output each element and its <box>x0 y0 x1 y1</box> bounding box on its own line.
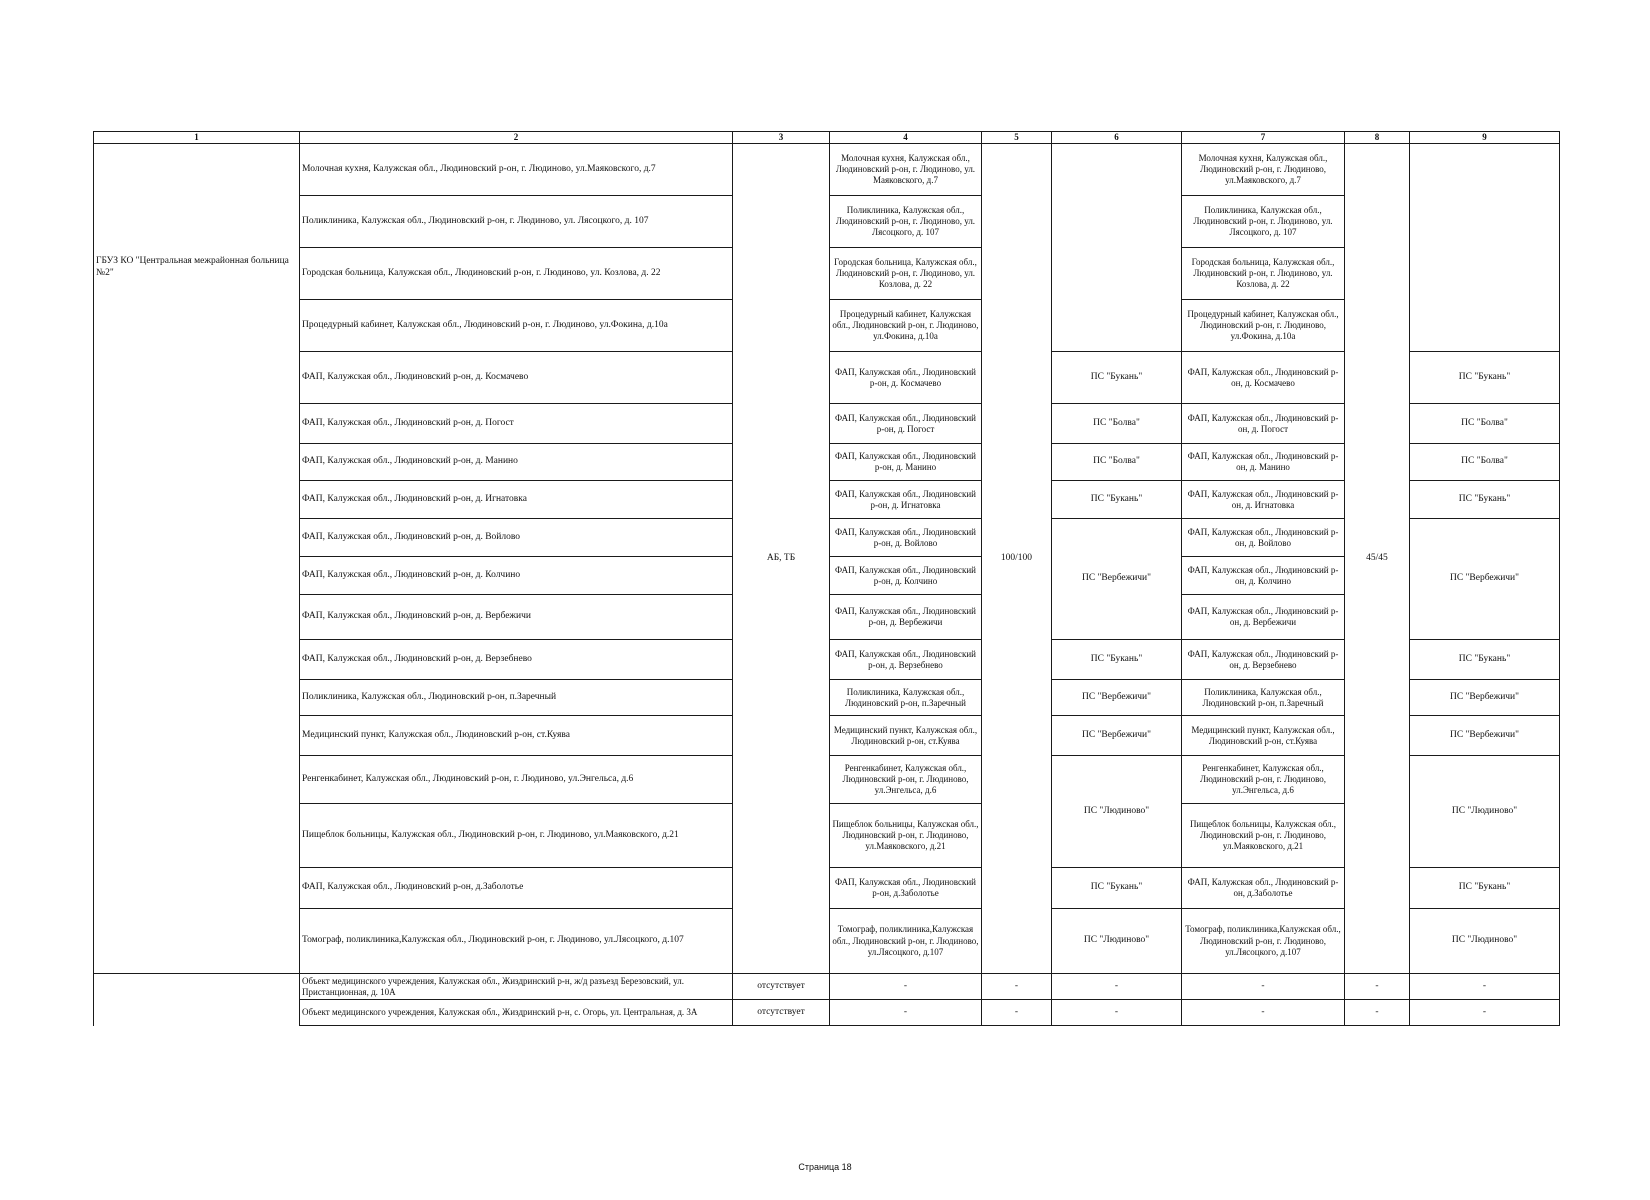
substation-name: ПС "Болва" <box>1052 444 1182 481</box>
object-address-short: Поликлиника, Калужская обл., Людиновский р-он, г. Людиново, ул. Лясоцкого, д. 107 <box>830 196 982 248</box>
object-address-short: Пищеблок больницы, Калужская обл., Людиновский р-он, г. Людиново, ул.Маяковского, д.21 <box>830 804 982 868</box>
col-number: 2 <box>300 132 733 144</box>
substation-name: ПС "Букань" <box>1052 481 1182 519</box>
object-address: Ренгенкабинет, Калужская обл., Людиновский р-он, г. Людиново, ул.Энгельса, д.6 <box>300 756 733 804</box>
connection-address: ФАП, Калужская обл., Людиновский р-он, д. Колчино <box>1182 557 1345 595</box>
connection-address: ФАП, Калужская обл., Людиновский р-он, д. Манино <box>1182 444 1345 481</box>
col-number: 8 <box>1345 132 1410 144</box>
tail-cell-c3: отсутствует <box>733 974 830 1000</box>
work-type: АБ, ТБ <box>733 144 830 974</box>
substation-name: ПС "Людиново" <box>1052 909 1182 974</box>
connection-address: Поликлиника, Калужская обл., Людиновский р-он, п.Заречный <box>1182 680 1345 716</box>
connection-address: Городская больница, Калужская обл., Людиновский р-он, г. Людиново, ул. Козлова, д. 22 <box>1182 248 1345 300</box>
object-address: ФАП, Калужская обл., Людиновский р-он, д. Погост <box>300 404 733 444</box>
connection-address: Томограф, поликлиника,Калужская обл., Людиновский р-он, г. Людиново, ул.Лясоцкого, д.107 <box>1182 909 1345 974</box>
load-value: 45/45 <box>1345 144 1410 974</box>
empty-cell <box>94 974 300 1000</box>
object-address-short: ФАП, Калужская обл., Людиновский р-он, д.Заболотье <box>830 868 982 909</box>
object-address: Медицинский пункт, Калужская обл., Людиновский р-он, ст.Куява <box>300 716 733 756</box>
tail-cell-c9: - <box>1410 1000 1560 1026</box>
col-number: 5 <box>982 132 1052 144</box>
substation-name: ПС "Болва" <box>1052 404 1182 444</box>
substation-name: ПС "Букань" <box>1052 868 1182 909</box>
object-address: ФАП, Калужская обл., Людиновский р-он, д. Вербежичи <box>300 595 733 640</box>
connection-address: ФАП, Калужская обл., Людиновский р-он, д. Погост <box>1182 404 1345 444</box>
substation-name-2: ПС "Букань" <box>1410 481 1560 519</box>
object-address: ФАП, Калужская обл., Людиновский р-он, д. Игнатовка <box>300 481 733 519</box>
object-address-short: Ренгенкабинет, Калужская обл., Людиновский р-он, г. Людиново, ул.Энгельса, д.6 <box>830 756 982 804</box>
substation-name-2: ПС "Людиново" <box>1410 909 1560 974</box>
object-address-short: ФАП, Калужская обл., Людиновский р-он, д. Войлово <box>830 519 982 557</box>
connection-address: Ренгенкабинет, Калужская обл., Людиновский р-он, г. Людиново, ул.Энгельса, д.6 <box>1182 756 1345 804</box>
substation-name-2: ПС "Букань" <box>1410 352 1560 404</box>
connection-address: Процедурный кабинет, Калужская обл., Людиновский р-он, г. Людиново, ул.Фокина, д.10а <box>1182 300 1345 352</box>
object-address: Молочная кухня, Калужская обл., Людиновский р-он, г. Людиново, ул.Маяковского, д.7 <box>300 144 733 196</box>
tail-cell-c5: - <box>982 1000 1052 1026</box>
object-address: ФАП, Калужская обл., Людиновский р-он, д. Манино <box>300 444 733 481</box>
organization-name: ГБУЗ КО "Центральная межрайонная больница №2" <box>94 144 300 974</box>
object-address-short: Поликлиника, Калужская обл., Людиновский р-он, п.Заречный <box>830 680 982 716</box>
object-address-short: ФАП, Калужская обл., Людиновский р-он, д. Верзебнево <box>830 640 982 680</box>
table-row <box>94 974 1560 1000</box>
object-address: Городская больница, Калужская обл., Людиновский р-он, г. Людиново, ул. Козлова, д. 22 <box>300 248 733 300</box>
substation-name <box>1052 144 1182 352</box>
connection-address: ФАП, Калужская обл., Людиновский р-он, д. Космачево <box>1182 352 1345 404</box>
object-address: ФАП, Калужская обл., Людиновский р-он, д. Колчино <box>300 557 733 595</box>
connection-address: Пищеблок больницы, Калужская обл., Людиновский р-он, г. Людиново, ул.Маяковского, д.21 <box>1182 804 1345 868</box>
object-address-short: Процедурный кабинет, Калужская обл., Людиновский р-он, г. Людиново, ул.Фокина, д.10а <box>830 300 982 352</box>
page-number: Страница 18 <box>798 1162 852 1172</box>
substation-name-2: ПС "Людиново" <box>1410 756 1560 868</box>
table-row <box>94 144 1560 196</box>
object-address-short: Медицинский пункт, Калужская обл., Людиновский р-он, ст.Куява <box>830 716 982 756</box>
object-address-short: ФАП, Калужская обл., Людиновский р-он, д. Космачево <box>830 352 982 404</box>
object-address: Томограф, поликлиника,Калужская обл., Людиновский р-он, г. Людиново, ул.Лясоцкого, д.107 <box>300 909 733 974</box>
object-address: Поликлиника, Калужская обл., Людиновский р-он, п.Заречный <box>300 680 733 716</box>
substation-name-2 <box>1410 144 1560 352</box>
col-number: 7 <box>1182 132 1345 144</box>
tail-cell-c5: - <box>982 974 1052 1000</box>
substation-name-2: ПС "Болва" <box>1410 444 1560 481</box>
object-address-short: ФАП, Калужская обл., Людиновский р-он, д. Манино <box>830 444 982 481</box>
column-number-row <box>94 132 1560 144</box>
connection-address: Молочная кухня, Калужская обл., Людиновский р-он, г. Людиново, ул.Маяковского, д.7 <box>1182 144 1345 196</box>
table-row <box>94 1000 1560 1026</box>
object-address-short: Молочная кухня, Калужская обл., Людиновский р-он, г. Людиново, ул. Маяковского, д.7 <box>830 144 982 196</box>
connection-address: ФАП, Калужская обл., Людиновский р-он, д.Заболотье <box>1182 868 1345 909</box>
object-address: ФАП, Калужская обл., Людиновский р-он, д. Верзебнево <box>300 640 733 680</box>
substation-name: ПС "Букань" <box>1052 352 1182 404</box>
object-address-short: ФАП, Калужская обл., Людиновский р-он, д. Вербежичи <box>830 595 982 640</box>
object-address: ФАП, Калужская обл., Людиновский р-он, д. Войлово <box>300 519 733 557</box>
col-number: 6 <box>1052 132 1182 144</box>
object-address-short: ФАП, Калужская обл., Людиновский р-он, д. Игнатовка <box>830 481 982 519</box>
object-address: Процедурный кабинет, Калужская обл., Людиновский р-он, г. Людиново, ул.Фокина, д.10а <box>300 300 733 352</box>
substation-name-2: ПС "Вербежичи" <box>1410 519 1560 640</box>
tail-cell-c6: - <box>1052 1000 1182 1026</box>
tail-cell-c7: - <box>1182 974 1345 1000</box>
tail-cell-c2: Объект медицинского учреждения, Калужская обл., Жиздринский р-н, с. Огорь, ул. Центральная, д. 3А <box>300 1000 733 1026</box>
col-number: 1 <box>94 132 300 144</box>
tail-cell-c8: - <box>1345 1000 1410 1026</box>
connection-address: ФАП, Калужская обл., Людиновский р-он, д. Войлово <box>1182 519 1345 557</box>
substation-name-2: ПС "Болва" <box>1410 404 1560 444</box>
substation-name: ПС "Вербежичи" <box>1052 519 1182 640</box>
tail-cell-c3: отсутствует <box>733 1000 830 1026</box>
substation-name: ПС "Людиново" <box>1052 756 1182 868</box>
connection-address: ФАП, Калужская обл., Людиновский р-он, д. Верзебнево <box>1182 640 1345 680</box>
col-number: 4 <box>830 132 982 144</box>
substation-name: ПС "Вербежичи" <box>1052 716 1182 756</box>
tail-cell-c8: - <box>1345 974 1410 1000</box>
substation-name-2: ПС "Вербежичи" <box>1410 716 1560 756</box>
tail-cell-c7: - <box>1182 1000 1345 1026</box>
object-address: ФАП, Калужская обл., Людиновский р-он, д.Заболотье <box>300 868 733 909</box>
object-address: Пищеблок больницы, Калужская обл., Людиновский р-он, г. Людиново, ул.Маяковского, д.21 <box>300 804 733 868</box>
capacity-value: 100/100 <box>982 144 1052 974</box>
tail-cell-c4: - <box>830 974 982 1000</box>
object-address-short: ФАП, Калужская обл., Людиновский р-он, д. Колчино <box>830 557 982 595</box>
tail-cell-c4: - <box>830 1000 982 1026</box>
object-address-short: Томограф, поликлиника,Калужская обл., Людиновский р-он, г. Людиново, ул.Лясоцкого, д.107 <box>830 909 982 974</box>
empty-cell <box>94 1000 300 1026</box>
connection-address: ФАП, Калужская обл., Людиновский р-он, д. Игнатовка <box>1182 481 1345 519</box>
substation-name-2: ПС "Букань" <box>1410 640 1560 680</box>
substation-name-2: ПС "Букань" <box>1410 868 1560 909</box>
substation-name: ПС "Вербежичи" <box>1052 680 1182 716</box>
data-table <box>93 131 1560 1026</box>
tail-cell-c9: - <box>1410 974 1560 1000</box>
col-number: 9 <box>1410 132 1560 144</box>
substation-name: ПС "Букань" <box>1052 640 1182 680</box>
connection-address: Медицинский пункт, Калужская обл., Людиновский р-он, ст.Куява <box>1182 716 1345 756</box>
object-address: Поликлиника, Калужская обл., Людиновский р-он, г. Людиново, ул. Лясоцкого, д. 107 <box>300 196 733 248</box>
tail-cell-c6: - <box>1052 974 1182 1000</box>
substation-name-2: ПС "Вербежичи" <box>1410 680 1560 716</box>
object-address-short: ФАП, Калужская обл., Людиновский р-он, д. Погост <box>830 404 982 444</box>
col-number: 3 <box>733 132 830 144</box>
connection-address: Поликлиника, Калужская обл., Людиновский р-он, г. Людиново, ул. Лясоцкого, д. 107 <box>1182 196 1345 248</box>
object-address-short: Городская больница, Калужская обл., Людиновский р-он, г. Людиново, ул. Козлова, д. 22 <box>830 248 982 300</box>
connection-address: ФАП, Калужская обл., Людиновский р-он, д. Вербежичи <box>1182 595 1345 640</box>
tail-cell-c2: Объект медицинского учреждения, Калужская обл., Жиздринский р-н, ж/д разъезд Березовский, ул. Пристанционная, д. 10А <box>300 974 733 1000</box>
object-address: ФАП, Калужская обл., Людиновский р-он, д. Космачево <box>300 352 733 404</box>
